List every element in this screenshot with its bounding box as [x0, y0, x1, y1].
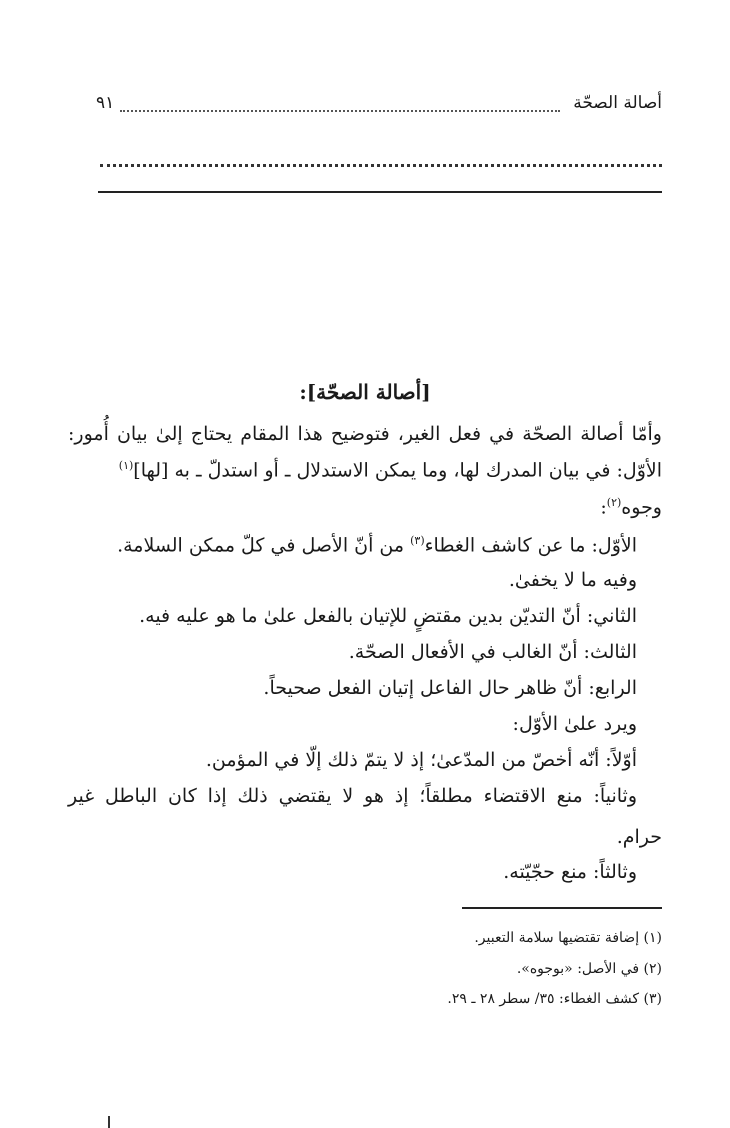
- body-line-2-text: الأوّل: في بيان المدرك لها، وما يمكن الاستدلال ـ أو استدلّ ـ به [لها]: [133, 459, 662, 482]
- body-line-6: الثاني: أنّ التديّن بدين مقتضٍ للإتيان بالفعل علىٰ ما هو عليه فيه.: [139, 605, 637, 627]
- footnote-ref-3: (٣): [410, 534, 425, 547]
- body-line-8: الرابع: أنّ ظاهر حال الفاعل إتيان الفعل صحيحاً.: [263, 677, 637, 699]
- header-rule: [98, 191, 662, 193]
- body-line-4-text-b: من أنّ الأصل في كلّ ممكن السلامة.: [117, 534, 411, 557]
- footnote-1: (١) إضافة تقتضيها سلامة التعبير.: [474, 930, 662, 946]
- body-line-4: [117, 535, 637, 555]
- running-header-title: أصالة الصحّة: [573, 93, 662, 113]
- section-heading: [أصالة الصحّة]:: [299, 380, 431, 404]
- body-line-9: ويرد علىٰ الأوّل:: [512, 713, 637, 735]
- body-line-3: [600, 497, 662, 517]
- body-line-7: الثالث: أنّ الغالب في الأفعال الصحّة.: [348, 641, 637, 663]
- footnote-ref-2: (٢): [606, 496, 622, 509]
- body-line-5: وفيه ما لا يخفىٰ.: [508, 569, 637, 591]
- page-number: ٩١: [96, 93, 115, 113]
- dotted-separator: [100, 164, 662, 167]
- header-dot-leader: [120, 110, 560, 112]
- body-line-13: وثالثاً: منع حجّيّته.: [503, 861, 637, 883]
- body-line-1: وأمّا أصالة الصحّة في فعل الغير، فتوضيح هذا المقام يحتاج إلىٰ بيان أُمور:: [68, 423, 662, 445]
- footnote-ref-1: (١): [118, 459, 134, 472]
- colon: :: [600, 496, 607, 519]
- footnote-2: (٢) في الأصل: «بوجوه».: [516, 961, 662, 977]
- body-line-3-text: وجوه: [621, 496, 662, 519]
- body-line-11: وثانياً: منع الاقتضاء مطلقاً؛ إذ هو لا يقتضي ذلك إذا كان الباطل غير: [68, 785, 637, 807]
- footnote-3: (٣) كشف الغطاء: ٣٥/ سطر ٢٨ ـ ٢٩.: [447, 991, 662, 1007]
- footnote-rule: [462, 907, 662, 909]
- body-line-12: حرام.: [616, 826, 662, 848]
- body-line-4-text-a: الأوّل: ما عن كاشف الغطاء: [424, 534, 637, 557]
- body-line-10: أوّلاً: أنّه أخصّ من المدّعىٰ؛ إذ لا يتمّ ذلك إلّا في المؤمن.: [205, 749, 637, 771]
- scan-edge-mark: [108, 1116, 110, 1128]
- body-line-2: [119, 460, 662, 480]
